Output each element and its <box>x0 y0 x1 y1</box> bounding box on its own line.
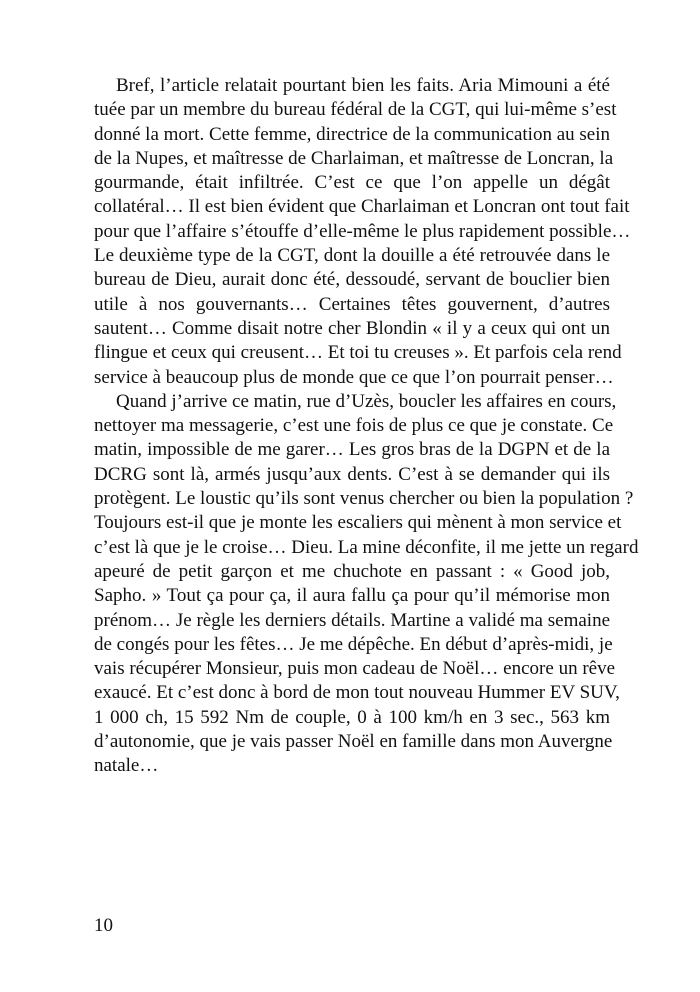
text-line: collatéral… Il est bien évident que Charlaiman et Loncran ont tout fait <box>94 196 630 218</box>
text-line: Le deuxième type de la CGT, dont la douille a été retrouvée dans le <box>94 245 610 267</box>
text-line: Quand j’arrive ce matin, rue d’Uzès, boucler les affaires en cours, <box>116 390 617 412</box>
text-line: Bref, l’article relatait pourtant bien les faits. Aria Mimouni a été <box>116 75 610 96</box>
text-line: prénom… Je règle les derniers détails. Martine a validé ma semaine <box>94 609 610 631</box>
text-line: pour que l’affaire s’étouffe d’elle-même le plus rapidement possible… <box>94 220 631 242</box>
text-line: Toujours est-il que je monte les escaliers qui mènent à mon service et <box>94 512 622 534</box>
text-line: c’est là que je le croise… Dieu. La mine déconfite, il me jette un regard <box>94 536 639 558</box>
text-line: Sapho. » Tout ça pour ça, il aura fallu ça pour qu’il mémorise mon <box>94 585 610 607</box>
text-line: apeuré de petit garçon et me chuchote en passant : « Good job, <box>94 560 610 582</box>
body-text <box>94 74 639 779</box>
text-line: service à beaucoup plus de monde que ce que l’on pourrait penser… <box>94 366 614 388</box>
text-line: nettoyer ma messagerie, c’est une fois de plus ce que je constate. Ce <box>94 415 614 437</box>
text-line: de congés pour les fêtes… Je me dépêche. En début d’après-midi, je <box>94 633 613 655</box>
page-number: 10 <box>94 915 113 936</box>
text-line: natale… <box>94 755 159 777</box>
text-line: d’autonomie, que je vais passer Noël en famille dans mon Auvergne <box>94 731 613 753</box>
text-line: donné la mort. Cette femme, directrice de la communication au sein <box>94 123 610 145</box>
text-line: flingue et ceux qui creusent… Et toi tu creuses ». Et parfois cela rend <box>94 342 622 364</box>
text-line: bureau de Dieu, aurait donc été, dessoudé, servant de bouclier bien <box>94 269 610 291</box>
text-line: 1 000 ch, 15 592 Nm de couple, 0 à 100 km/h en 3 sec., 563 km <box>94 706 610 728</box>
text-line: sautent… Comme disait notre cher Blondin « il y a ceux qui ont un <box>94 317 610 339</box>
text-line: de la Nupes, et maîtresse de Charlaiman, et maîtresse de Loncran, la <box>94 147 614 169</box>
text-line: DCRG sont là, armés jusqu’aux dents. C’est à se demander qui ils <box>94 463 610 485</box>
paragraph <box>94 74 631 390</box>
text-line: exaucé. Et c’est donc à bord de mon tout nouveau Hummer EV SUV, <box>94 682 620 704</box>
text-line: gourmande, était infiltrée. C’est ce que l’on appelle un dégât <box>94 172 610 194</box>
text-line: protègent. Le loustic qu’ils sont venus chercher ou bien la population ? <box>94 488 634 510</box>
text-line: utile à nos gouvernants… Certaines têtes gouvernent, d’autres <box>94 293 610 315</box>
text-line: matin, impossible de me garer… Les gros bras de la DGPN et de la <box>94 439 610 461</box>
paragraph <box>94 390 639 779</box>
text-line: tuée par un membre du bureau fédéral de la CGT, qui lui-même s’est <box>94 99 617 121</box>
text-line: vais récupérer Monsieur, puis mon cadeau de Noël… encore un rêve <box>94 658 616 680</box>
